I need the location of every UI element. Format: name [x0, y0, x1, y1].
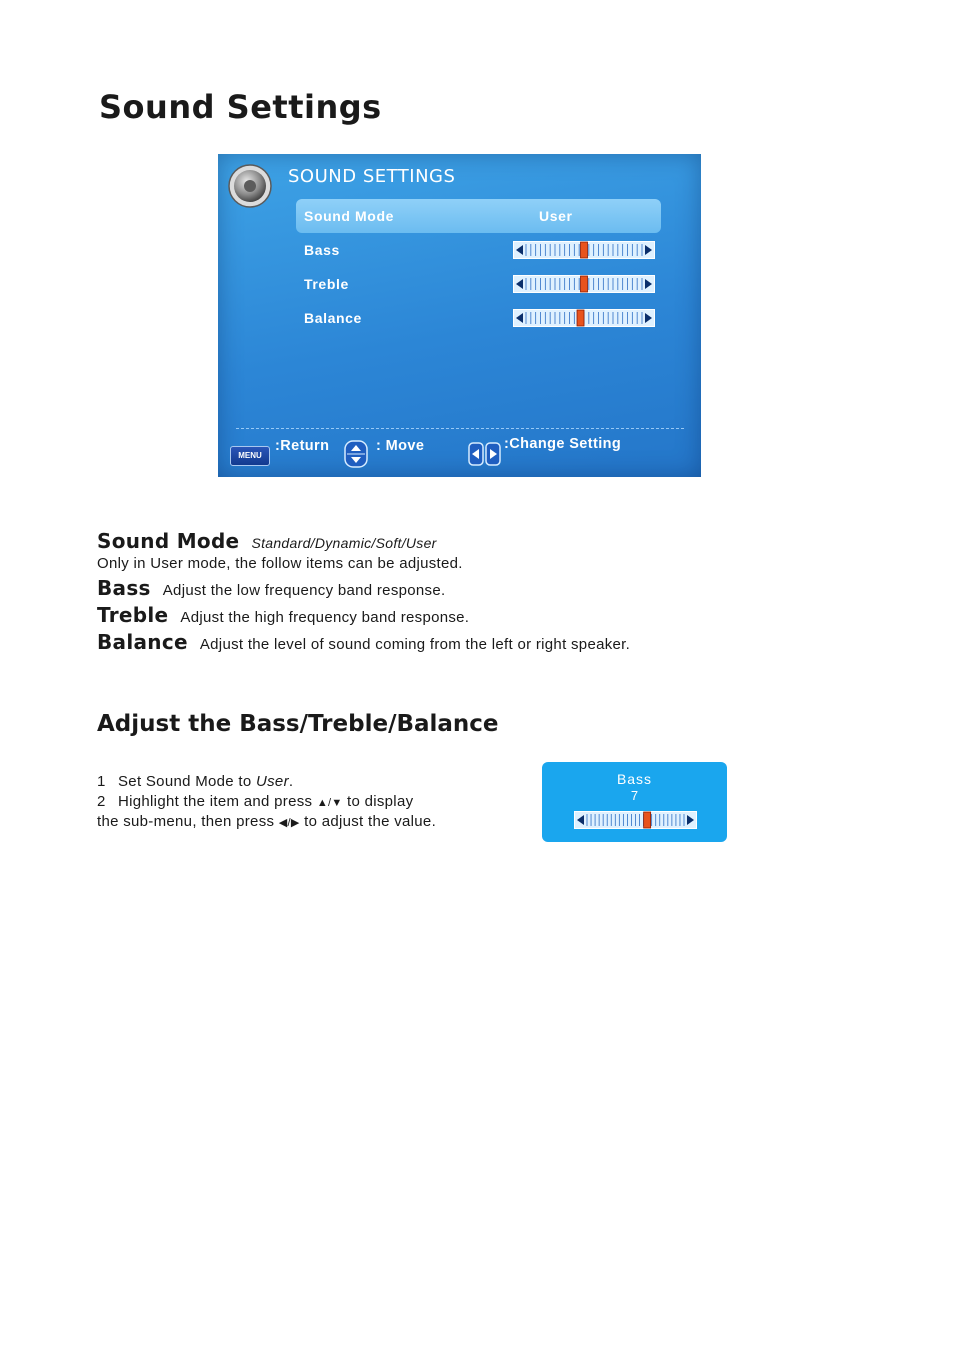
return-hint: :Return: [275, 438, 330, 454]
step-2-continued: [97, 813, 436, 830]
osd-row-balance[interactable]: [296, 301, 661, 335]
menu-key-icon: MENU: [230, 446, 270, 466]
treble-term: Treble: [97, 603, 169, 627]
osd-title: SOUND SETTINGS: [288, 166, 456, 187]
balance-term: Balance: [97, 630, 188, 654]
sound-mode-desc: [97, 529, 437, 553]
step-number: 2: [97, 793, 106, 810]
up-down-arrows-icon: ▲/▼: [316, 797, 343, 809]
step-end: .: [288, 773, 294, 790]
osd-row-label: Sound Mode: [304, 208, 394, 224]
bass-text: Adjust the low frequency band response.: [162, 582, 446, 599]
popup-item-value: 7: [630, 788, 639, 803]
step-text: to display: [342, 793, 414, 810]
sound-settings-osd: [218, 154, 701, 477]
osd-row-label: Balance: [304, 310, 362, 326]
slider-thumb[interactable]: [581, 276, 588, 292]
step-1: [97, 773, 293, 790]
osd-row-value: User: [539, 208, 573, 224]
osd-row-bass[interactable]: [296, 233, 661, 267]
step-2: [97, 793, 413, 810]
popup-bass-slider[interactable]: [574, 811, 697, 829]
osd-row-label: Treble: [304, 276, 349, 292]
sound-mode-note: Only in User mode, the follow items can be adjusted.: [97, 555, 463, 572]
bass-slider[interactable]: [513, 241, 655, 259]
sound-mode-term: Sound Mode: [97, 529, 240, 553]
step-text: to adjust the value.: [299, 813, 437, 830]
slider-thumb[interactable]: [577, 310, 584, 326]
step-text: Set Sound Mode to: [118, 773, 256, 790]
osd-divider: [236, 428, 684, 429]
osd-row-treble[interactable]: [296, 267, 661, 301]
step-emphasis: User: [256, 773, 289, 790]
slider-thumb[interactable]: [644, 812, 651, 828]
bass-term: Bass: [97, 576, 151, 600]
sound-mode-options: Standard/Dynamic/Soft/User: [251, 535, 437, 551]
speaker-icon: [228, 164, 272, 208]
osd-row-sound-mode[interactable]: [296, 199, 661, 233]
leftright-key-icon: [468, 442, 501, 466]
slider-thumb[interactable]: [581, 242, 588, 258]
step-number: 1: [97, 773, 106, 790]
bass-desc: [97, 576, 445, 600]
change-setting-hint: :Change Setting: [504, 436, 622, 452]
step-text: Highlight the item and press: [118, 793, 317, 810]
balance-desc: [97, 630, 630, 654]
updown-key-icon: [344, 440, 368, 468]
adjust-section-title: Adjust the Bass/Treble/Balance: [97, 711, 499, 737]
page-title: Sound Settings: [99, 88, 382, 126]
bass-popup: [542, 762, 727, 842]
treble-slider[interactable]: [513, 275, 655, 293]
step-text: the sub-menu, then press: [97, 813, 279, 830]
treble-text: Adjust the high frequency band response.: [180, 609, 470, 626]
move-hint: : Move: [376, 438, 425, 454]
treble-desc: [97, 603, 469, 627]
osd-row-label: Bass: [304, 242, 340, 258]
left-right-arrows-icon: ◀/▶: [278, 817, 300, 829]
popup-item-name: Bass: [616, 771, 653, 787]
balance-slider[interactable]: [513, 309, 655, 327]
balance-text: Adjust the level of sound coming from the left or right speaker.: [199, 636, 631, 653]
